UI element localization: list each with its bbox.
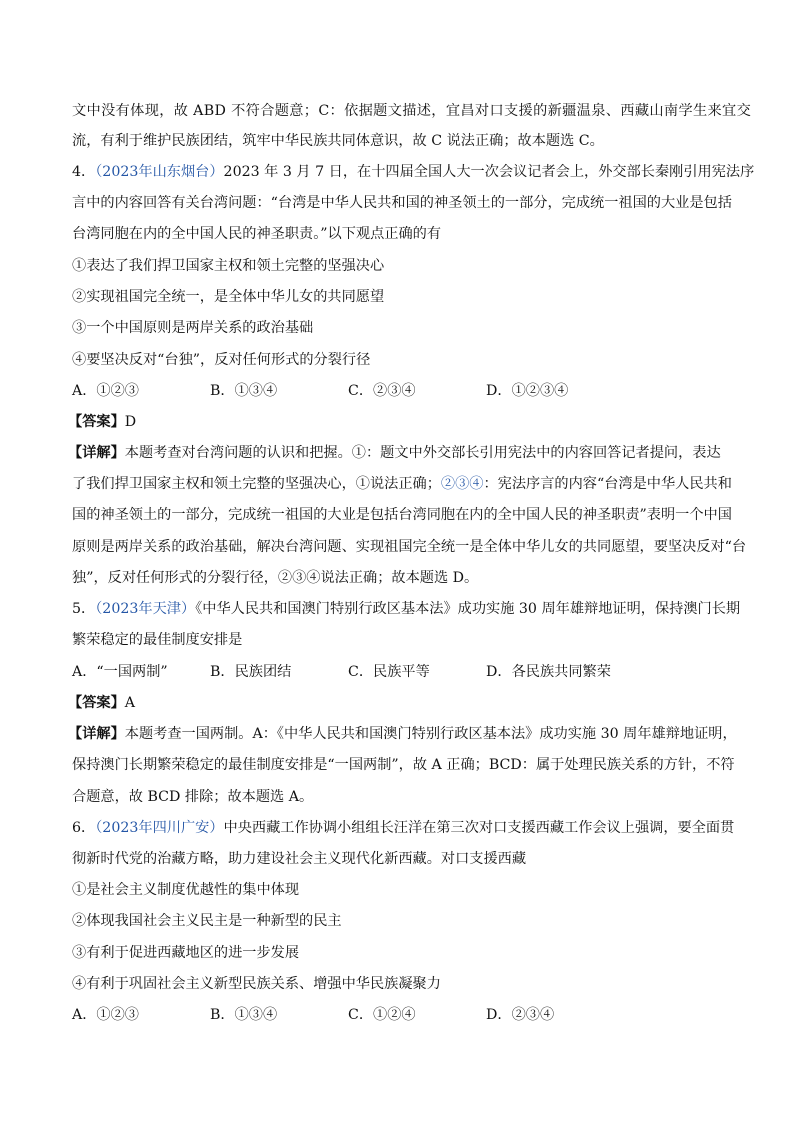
question-stem-line: 台湾同胞在内的全中国人民的神圣职责。”以下观点正确的有 [72,226,442,242]
detail-line: 保持澳门长期繁荣稳定的最佳制度安排是“一国两制”，故 A 正确；BCD：属于处理民族关系的方针，不符 [72,757,735,773]
answer-value: A [124,695,136,711]
statement-item: ④要坚决反对“台独”，反对任何形式的分裂行径 [72,352,371,368]
answer-line [68,412,136,432]
question-source: （2023年山东烟台） [95,164,224,180]
option-b: B．民族团结 [210,664,292,680]
detail-line [68,724,737,744]
option-c: C．民族平等 [348,664,430,680]
detail-tag: 【详解】 [68,726,125,742]
option-b: B．①③④ [210,1007,278,1023]
option-b: B．①③④ [210,383,278,399]
statement-item: ③一个中国原则是两岸关系的政治基础 [72,320,314,336]
statement-item: ①是社会主义制度优越性的集中体现 [72,882,300,898]
question-number: 5． [72,601,96,617]
answer-line [68,693,135,713]
option-a: A．①②③ [72,1007,139,1023]
option-a: A．①②③ [72,383,139,399]
statement-item: ①表达了我们捍卫国家主权和领土完整的坚强决心 [72,258,385,274]
detail-text: ：宪法序言的内容“台湾是中华人民共和 [483,476,732,492]
detail-line: 独”，反对任何形式的分裂行径，②③④说法正确；故本题选 D。 [72,570,479,586]
option-a: A．“一国两制” [72,664,168,680]
question-number: 6． [72,820,96,836]
statement-item: ④有利于巩固社会主义新型民族关系、增强中华民族凝聚力 [72,976,441,992]
detail-text: 本题考查对台湾问题的认识和把握。①：题文中外交部长引用宪法中的内容回答记者提问，表达 [124,445,721,461]
answer-value: D [124,414,137,430]
paragraph-line: 文中没有体现，故 ABD 不符合题意；C：依据题文描述，宜昌对口支援的新疆温泉、西藏山南学生来宜交 [72,103,752,119]
question-stem-line: 彻新时代党的治藏方略，助力建设社会主义现代化新西藏。对口支援西藏 [72,851,527,867]
paragraph-line: 流，有利于维护民族团结，筑牢中华民族共同体意识，故 C 说法正确；故本题选 C。 [72,133,604,149]
option-d: D．②③④ [486,1007,555,1023]
question-5-stem [72,599,740,619]
option-d: D．各民族共同繁荣 [486,664,611,680]
answer-tag: 【答案】 [68,414,125,430]
question-stem-line: 言中的内容回答有关台湾问题：“台湾是中华人民共和国的神圣领土的一部分，完成统一祖国的大业是包括 [72,195,732,211]
question-number: 4． [72,164,96,180]
statement-item: ②实现祖国完全统一，是全体中华儿女的共同愿望 [72,289,385,305]
statement-item: ②体现我国社会主义民主是一种新型的民主 [72,913,342,929]
answer-tag: 【答案】 [68,695,125,711]
question-6-stem [72,818,734,838]
question-4-stem [72,162,754,182]
detail-line [72,474,732,494]
statement-item: ③有利于促进西藏地区的进一步发展 [72,945,300,961]
question-stem-text: 中央西藏工作协调小组组长汪洋在第三次对口支援西藏工作会议上强调，要全面贯 [223,820,735,836]
detail-line: 国的神圣领土的一部分，完成统一祖国的大业是包括台湾同胞在内的全中国人民的神圣职责”表明一个中国 [72,507,732,523]
question-stem-line: 繁荣稳定的最佳制度安排是 [72,632,243,648]
option-c: C．①②④ [348,1007,416,1023]
detail-line: 原则是两岸关系的政治基础，解决台湾问题、实现祖国完全统一是全体中华儿女的共同愿望，要坚决反对“台 [72,539,747,555]
detail-text: 本题考查一国两制。A：《中华人民共和国澳门特别行政区基本法》成功实施 30 周年雄辩地证明， [124,726,737,742]
option-d: D．①②③④ [486,383,569,399]
detail-line [68,443,721,463]
question-stem-text: 《中华人民共和国澳门特别行政区基本法》成功实施 30 周年雄辩地证明，保持澳门长期 [195,601,741,617]
question-stem-text: 2023 年 3 月 7 日，在十四届全国人大一次会议记者会上，外交部长秦刚引用宪法序 [223,164,755,180]
question-source: （2023年四川广安） [95,820,224,836]
detail-text: 了我们捍卫国家主权和领土完整的坚强决心，①说法正确； [72,476,441,492]
option-c: C．②③④ [348,383,416,399]
detail-highlight: ②③④ [440,476,484,492]
detail-tag: 【详解】 [68,445,125,461]
detail-line: 合题意，故 BCD 排除；故本题选 A。 [72,789,314,805]
question-source: （2023年天津） [95,601,196,617]
